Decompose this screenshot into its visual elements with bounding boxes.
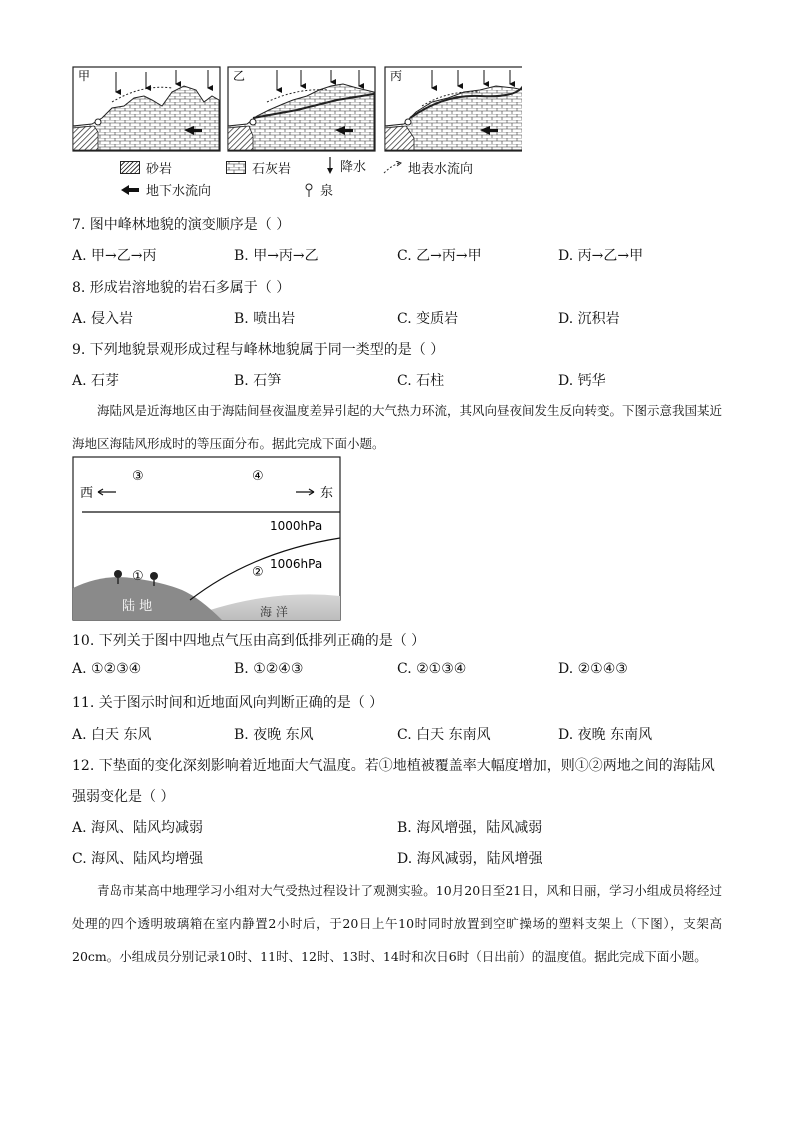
label-isobar-1006: 1006hPa [270,557,323,571]
q7-option-d[interactable]: D. 丙→乙→甲 [558,248,644,264]
q11-option-c[interactable]: C. 白天 东南风 [397,727,491,743]
isobar-figure [72,456,342,622]
legend-sandstone: 砂岩 [120,158,172,177]
panel-jia-label: 甲 [78,69,91,83]
dashed-arrow-icon [382,161,402,174]
spring-icon [304,183,314,197]
q11-option-a[interactable]: A. 白天 东风 [72,727,152,743]
q9-option-b[interactable]: B. 石笋 [234,373,282,389]
label-east: 东 [320,486,334,501]
label-land: 陆 地 [122,599,153,614]
groundwater-arrow-icon [120,184,140,196]
question-12-line1: 12. 下垫面的变化深刻影响着近地面大气温度。若①地植被覆盖率大幅度增加，则①②两地之间的海陆风 [72,758,715,774]
q10-option-b[interactable]: B. ①②④③ [234,661,304,677]
label-point-3: ③ [132,469,144,484]
q8-option-c[interactable]: C. 变质岩 [397,311,459,327]
panel-yi-label: 乙 [233,69,246,83]
q9-option-c[interactable]: C. 石柱 [397,373,445,389]
question-8: 8. 形成岩溶地貌的岩石多属于（ ） [72,280,291,296]
question-12-line2: 强弱变化是（ ） [72,789,175,805]
panel-bing-label: 丙 [390,69,403,83]
label-west: 西 [80,486,94,501]
passage-sea-land-breeze: 海陆风是近海地区由于海陆间昼夜温度差异引起的大气热力环流，其风向昼夜间发生反向转变。下图示意我国某近海地区海陆风形成时的等压面分布。据此完成下面小题。 [72,403,723,451]
question-11: 11. 关于图示时间和近地面风向判断正确的是（ ） [72,695,384,711]
q8-option-a[interactable]: A. 侵入岩 [72,311,134,327]
q7-option-c[interactable]: C. 乙→丙→甲 [397,248,482,264]
label-point-1: ① [132,569,144,584]
legend-precipitation: 降水 [326,156,366,175]
karst-evolution-figure [72,66,522,152]
q12-option-a[interactable]: A. 海风、陆风均减弱 [72,820,204,836]
limestone-swatch [226,161,246,174]
legend-limestone: 石灰岩 [226,158,291,177]
question-7: 7. 图中峰林地貌的演变顺序是（ ） [72,217,291,233]
legend-groundwater-flow: 地下水流向 [120,180,211,199]
label-point-4: ④ [252,469,264,484]
panel-jia [73,67,220,151]
panel-yi [228,67,375,151]
label-isobar-1000: 1000hPa [270,519,323,533]
q8-option-d[interactable]: D. 沉积岩 [558,311,620,327]
q9-option-d[interactable]: D. 钙华 [558,373,606,389]
q8-option-b[interactable]: B. 喷出岩 [234,311,296,327]
passage-greenhouse-experiment: 青岛市某高中地理学习小组对大气受热过程设计了观测实验。10月20日至21日，风和日丽，学习小组成员将经过处理的四个透明玻璃箱在室内静置2小时后，于20日上午10时同时放置到空旷操场的塑料支架上（下图），支架高20cm。小组成员分别记录10时、11时、12时、13时、14时和次日6时（日出前）的温度值。据此完成下面小题。 [72,883,722,964]
q11-option-d[interactable]: D. 夜晚 东南风 [558,727,653,743]
down-arrow-icon [326,157,334,175]
q12-option-d[interactable]: D. 海风减弱，陆风增强 [397,851,543,867]
q7-option-b[interactable]: B. 甲→丙→乙 [234,248,319,264]
q10-option-a[interactable]: A. ①②③④ [72,661,142,677]
question-10: 10. 下列关于图中四地点气压由高到低排列正确的是（ ） [72,633,426,649]
sandstone-swatch [120,161,140,174]
q10-option-c[interactable]: C. ②①③④ [397,661,467,677]
q12-option-b[interactable]: B. 海风增强，陆风减弱 [397,820,543,836]
label-sea: 海 洋 [260,605,288,619]
q12-option-c[interactable]: C. 海风、陆风均增强 [72,851,204,867]
q11-option-b[interactable]: B. 夜晚 东风 [234,727,314,743]
panel-bing [385,67,522,151]
q7-option-a[interactable]: A. 甲→乙→丙 [72,248,157,264]
label-point-2: ② [252,565,264,580]
q10-option-d[interactable]: D. ②①④③ [558,661,628,677]
question-9: 9. 下列地貌景观形成过程与峰林地貌属于同一类型的是（ ） [72,342,445,358]
legend-surface-flow: 地表水流向 [382,158,473,177]
legend-spring: 泉 [304,180,333,199]
q9-option-a[interactable]: A. 石芽 [72,373,120,389]
